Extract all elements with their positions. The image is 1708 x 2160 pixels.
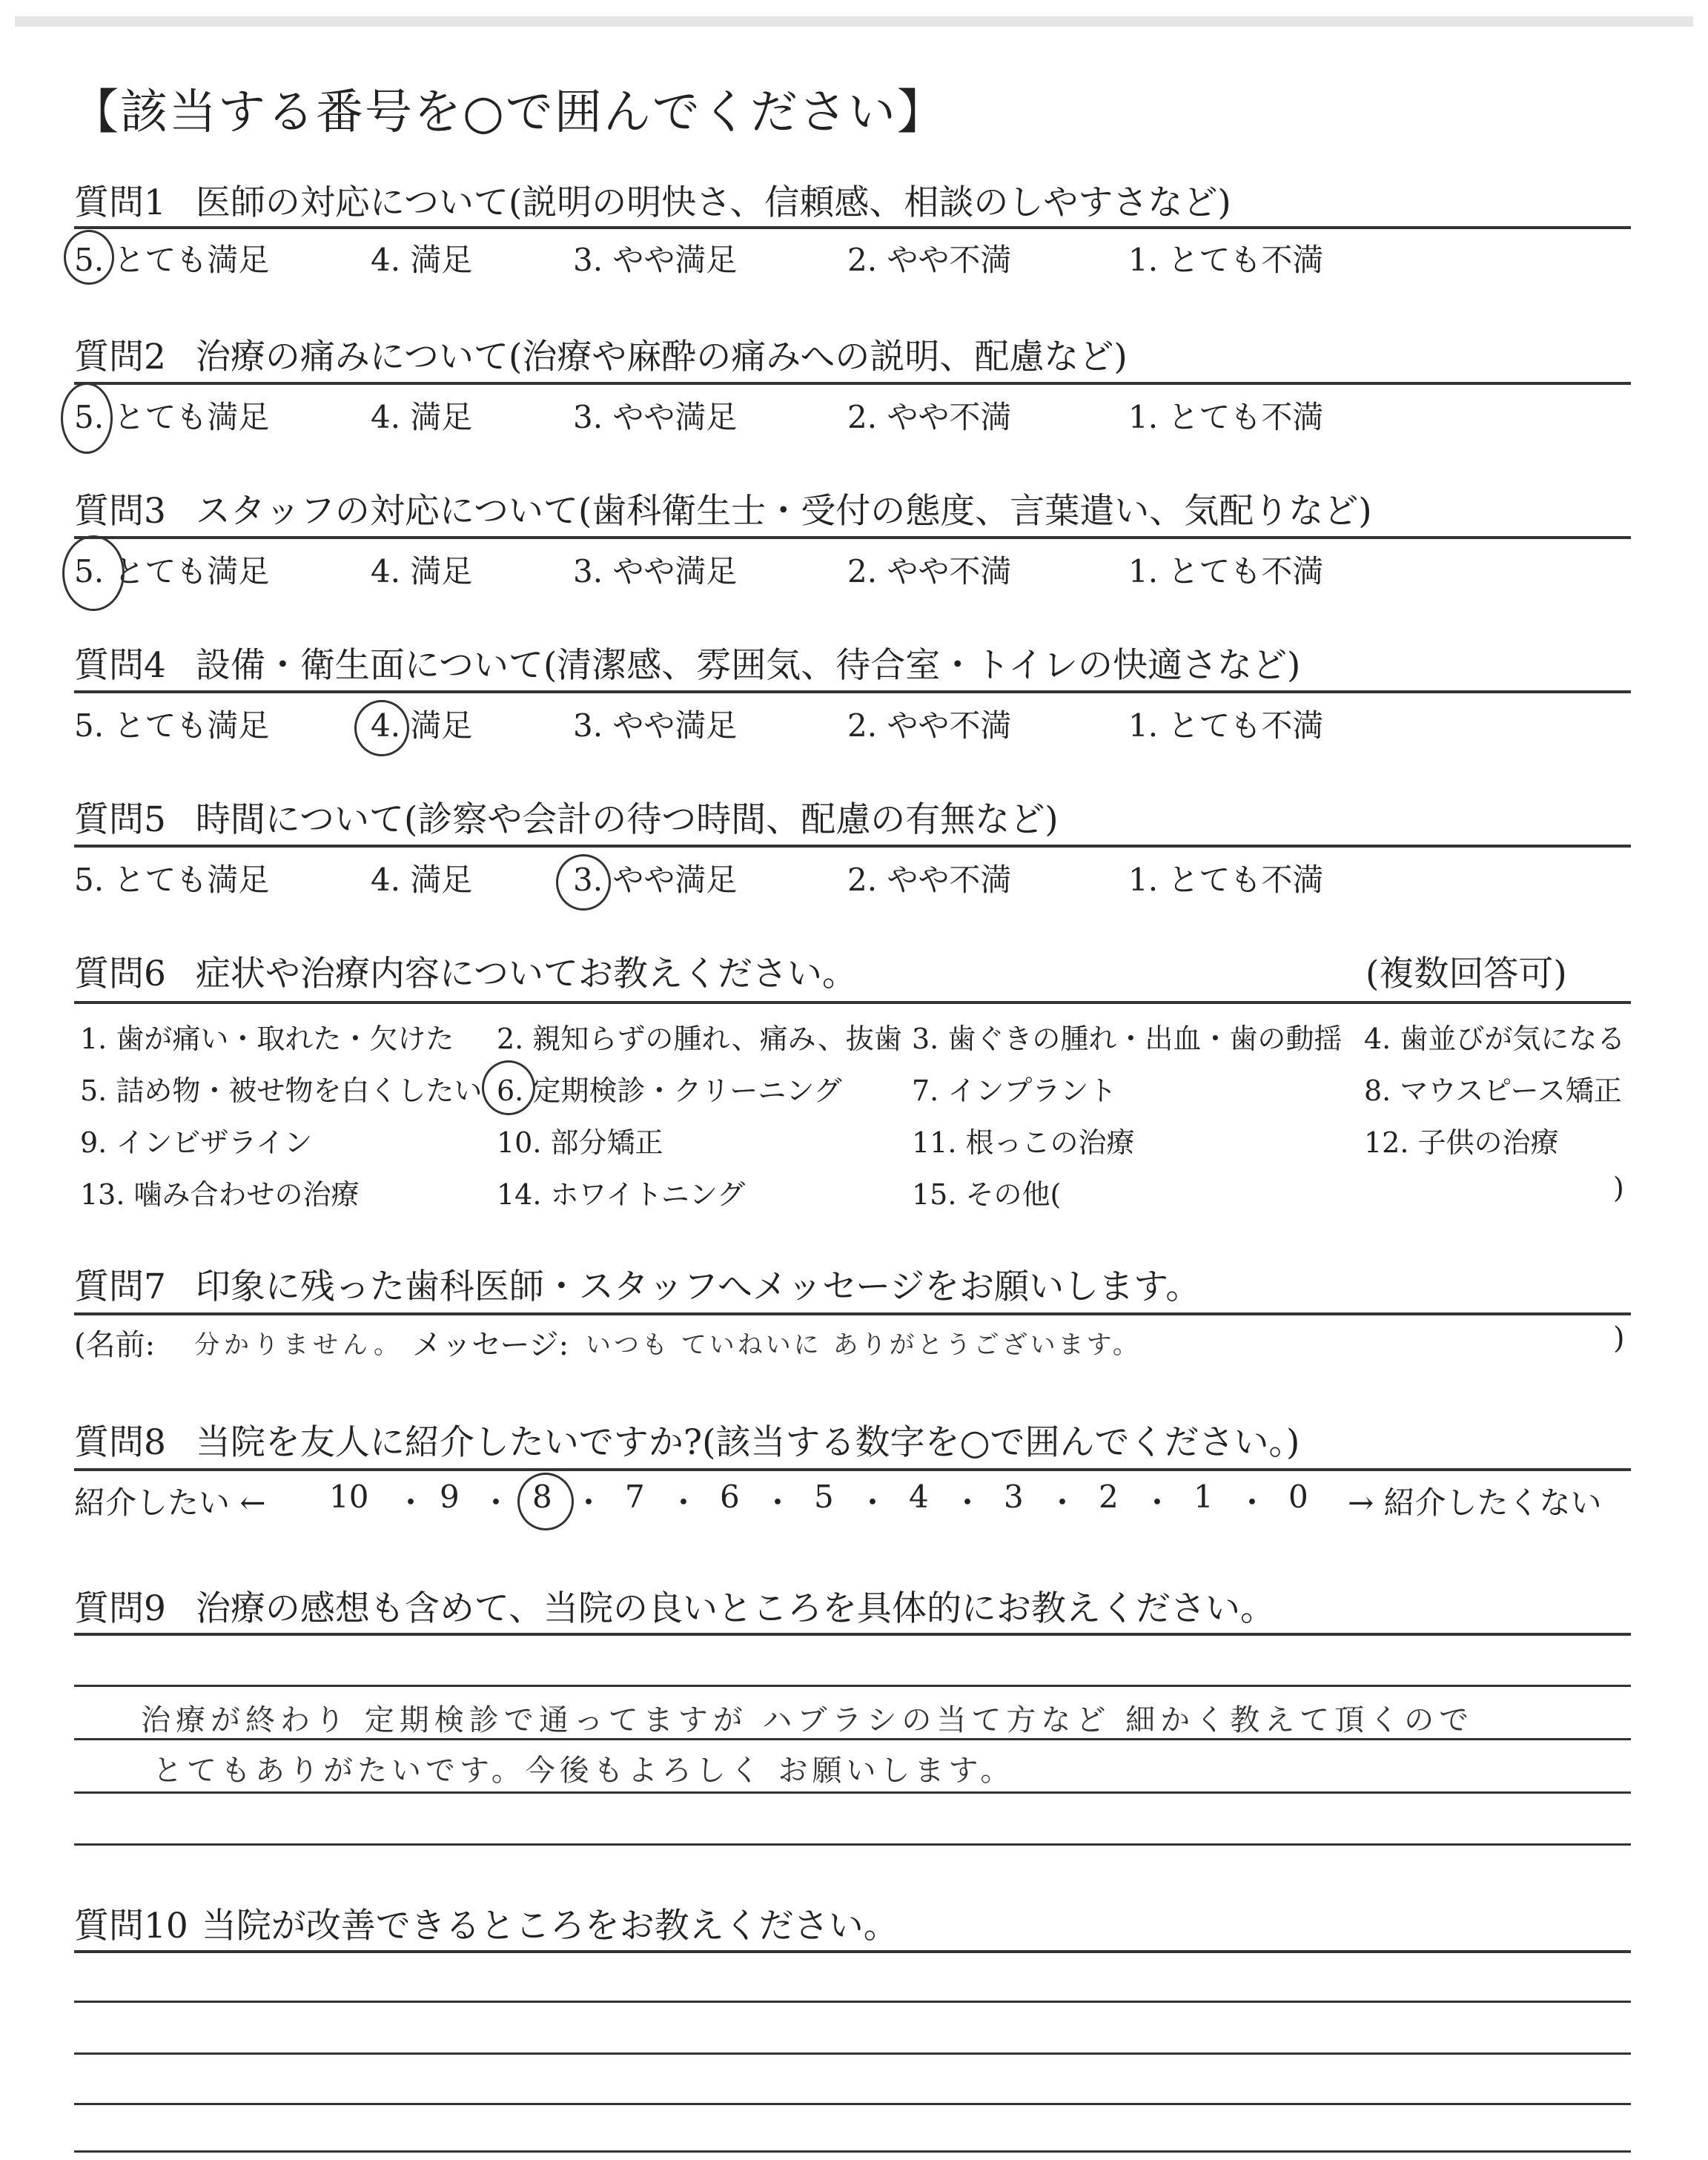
answer-line: [74, 1843, 1631, 1846]
question-8-rule: [74, 1468, 1631, 1471]
scale-5[interactable]: 5: [814, 1479, 834, 1515]
answer-line: [74, 1791, 1631, 1794]
scale-7[interactable]: 7: [625, 1479, 645, 1515]
message-close: ): [1613, 1321, 1625, 1355]
q6-option-11[interactable]: 11. 根っこの治療: [912, 1126, 1135, 1159]
question-number: 質問1: [74, 182, 166, 223]
q6-option-2[interactable]: 2. 親知らずの腫れ、痛み、抜歯: [497, 1023, 902, 1055]
scale-8[interactable]: 8: [532, 1479, 552, 1515]
question-1: [74, 175, 1231, 227]
scale-4[interactable]: 4: [909, 1479, 929, 1515]
selection-circle: [64, 230, 114, 285]
selection-circle: [517, 1473, 574, 1530]
question-6: [74, 946, 857, 998]
question-5: [74, 792, 1059, 844]
question-6-rule: [74, 1001, 1631, 1004]
question-text: スタッフの対応について(歯科衛生士・受付の態度、言葉遣い、気配りなど): [195, 491, 1372, 532]
q6-other-close: ): [1613, 1172, 1624, 1204]
question-text: 症状や治療内容についてお教えください。: [195, 954, 857, 994]
question-number: 質問2: [74, 337, 166, 377]
multiple-answer-note: (複数回答可): [1366, 954, 1567, 994]
selection-circle: [482, 1060, 535, 1115]
selection-circle: [556, 854, 611, 911]
scale-dot: ・: [762, 1484, 794, 1521]
q4-option-4[interactable]: 4. 満足: [371, 707, 473, 744]
question-number: 質問7: [74, 1266, 166, 1307]
q6-option-4[interactable]: 4. 歯並びが気になる: [1364, 1023, 1626, 1055]
scan-top-edge: [15, 16, 1693, 27]
scale-dot: ・: [952, 1484, 984, 1521]
q2-option-2[interactable]: 2. やや不満: [847, 399, 1012, 435]
answer-line-1[interactable]: 治療が終わり 定期検診で通ってますが ハブラシの当て方など 細かく教えて頂くので: [141, 1703, 1474, 1737]
question-text: 治療の痛みについて(治療や麻酔の痛みへの説明、配慮など): [195, 337, 1128, 377]
q6-option-3[interactable]: 3. 歯ぐきの腫れ・出血・歯の動揺: [912, 1023, 1343, 1055]
recommend-left-label: 紹介したい ←: [74, 1484, 266, 1521]
question-3: [74, 483, 1372, 535]
q6-option-1[interactable]: 1. 歯が痛い・取れた・欠けた: [80, 1023, 454, 1055]
scale-9[interactable]: 9: [440, 1479, 460, 1515]
question-number: 質問5: [74, 799, 166, 840]
question-4: [74, 638, 1300, 690]
question-2-rule: [74, 382, 1631, 385]
question-9: [74, 1581, 1275, 1633]
q1-option-1[interactable]: 1. とても不満: [1128, 242, 1324, 278]
q3-option-3[interactable]: 3. やや満足: [573, 553, 738, 589]
q5-option-3[interactable]: 3. やや満足: [573, 862, 738, 898]
question-8: [74, 1415, 1300, 1467]
message-label: メッセージ:: [412, 1328, 569, 1362]
question-number: 質問6: [74, 954, 166, 994]
scale-dot: ・: [857, 1484, 889, 1521]
q1-option-5[interactable]: 5. とても満足: [74, 242, 270, 278]
question-text: 治療の感想も含めて、当院の良いところを具体的にお教えください。: [195, 1588, 1275, 1629]
q3-option-1[interactable]: 1. とても不満: [1128, 553, 1324, 589]
question-3-rule: [74, 536, 1631, 539]
question-text: 印象に残った歯科医師・スタッフへメッセージをお願いします。: [195, 1266, 1201, 1307]
q6-option-15[interactable]: 15. その他(: [912, 1178, 1062, 1211]
message-answer[interactable]: いつも ていねいに ありがとうございます。: [586, 1330, 1141, 1360]
question-number: 質問8: [74, 1422, 166, 1463]
q4-option-5[interactable]: 5. とても満足: [74, 707, 270, 744]
question-number: 質問9: [74, 1588, 166, 1629]
q6-option-7[interactable]: 7. インプラント: [912, 1074, 1117, 1107]
q3-option-4[interactable]: 4. 満足: [371, 553, 473, 589]
question-text: 設備・衛生面について(清潔感、雰囲気、待合室・トイレの快適さなど): [195, 645, 1301, 686]
scale-dot: ・: [1142, 1484, 1174, 1521]
q6-option-9[interactable]: 9. インビザライン: [80, 1126, 313, 1159]
q2-option-3[interactable]: 3. やや満足: [573, 399, 738, 435]
scale-3[interactable]: 3: [1004, 1479, 1024, 1515]
scale-dot: ・: [395, 1484, 427, 1521]
answer-line: [74, 1685, 1631, 1687]
q6-option-8[interactable]: 8. マウスピース矯正: [1364, 1074, 1622, 1107]
q6-option-6[interactable]: 6. 定期検診・クリーニング: [497, 1074, 842, 1107]
scale-1[interactable]: 1: [1194, 1479, 1214, 1515]
selection-circle: [62, 535, 125, 611]
scale-10[interactable]: 10: [329, 1479, 369, 1515]
scale-dot: ・: [573, 1484, 605, 1521]
question-number: 質問10: [74, 1906, 188, 1946]
q3-option-5[interactable]: 5. とても満足: [74, 553, 270, 589]
q5-option-2[interactable]: 2. やや不満: [847, 862, 1012, 898]
question-2: [74, 329, 1128, 381]
question-text: 当院を友人に紹介したいですか?(該当する数字を○で囲んでください。): [195, 1422, 1300, 1463]
q2-option-1[interactable]: 1. とても不満: [1128, 399, 1324, 435]
scale-dot: ・: [480, 1484, 512, 1521]
answer-line: [74, 2103, 1631, 2105]
q6-option-14[interactable]: 14. ホワイトニング: [497, 1178, 746, 1211]
q6-option-12[interactable]: 12. 子供の治療: [1364, 1126, 1559, 1159]
selection-circle: [354, 700, 409, 756]
selection-circle: [61, 383, 113, 454]
scale-dot: ・: [668, 1484, 700, 1521]
q1-option-3[interactable]: 3. やや満足: [573, 242, 738, 278]
scale-dot: ・: [1047, 1484, 1079, 1521]
answer-line: [74, 2052, 1631, 2055]
q6-option-10[interactable]: 10. 部分矯正: [497, 1126, 663, 1159]
answer-line: [74, 2001, 1631, 2003]
q4-option-2[interactable]: 2. やや不満: [847, 707, 1012, 744]
q2-option-4[interactable]: 4. 満足: [371, 399, 473, 435]
answer-line: [74, 2150, 1631, 2153]
q6-option-5[interactable]: 5. 詰め物・被せ物を白くしたい: [80, 1074, 483, 1107]
scale-0[interactable]: 0: [1288, 1479, 1308, 1515]
question-10-rule: [74, 1950, 1631, 1953]
question-number: 質問4: [74, 645, 166, 686]
scale-2[interactable]: 2: [1099, 1479, 1119, 1515]
q4-option-3[interactable]: 3. やや満足: [573, 707, 738, 744]
q5-option-1[interactable]: 1. とても不満: [1128, 862, 1324, 898]
question-5-rule: [74, 845, 1631, 848]
scale-dot: ・: [1237, 1484, 1268, 1521]
q5-option-4[interactable]: 4. 満足: [371, 862, 473, 898]
q6-option-13[interactable]: 13. 噛み合わせの治療: [80, 1178, 360, 1211]
question-7-rule: [74, 1312, 1631, 1315]
recommend-right-label: → 紹介したくない: [1348, 1484, 1602, 1521]
answer-line-2[interactable]: とてもありがたいです。今後もよろしく お願いします。: [153, 1754, 1015, 1788]
question-text: 当院が改善できるところをお教えください。: [201, 1906, 898, 1946]
question-4-rule: [74, 690, 1631, 693]
question-9-rule: [74, 1633, 1631, 1636]
question-text: 医師の対応について(説明の明快さ、信頼感、相談のしやすさなど): [195, 182, 1231, 223]
question-number: 質問3: [74, 491, 166, 532]
name-label: (名前:: [74, 1328, 156, 1362]
q1-option-2[interactable]: 2. やや不満: [847, 242, 1012, 278]
scale-6[interactable]: 6: [720, 1479, 740, 1515]
name-answer[interactable]: 分かりません。: [194, 1330, 404, 1360]
question-7: [74, 1259, 1200, 1311]
q4-option-1[interactable]: 1. とても不満: [1128, 707, 1324, 744]
q3-option-2[interactable]: 2. やや不満: [847, 553, 1012, 589]
question-1-rule: [74, 226, 1631, 229]
q2-option-5[interactable]: 5. とても満足: [74, 399, 270, 435]
form-heading: 【該当する番号を○で囲んでください】: [71, 85, 946, 140]
question-10: [74, 1898, 898, 1950]
q5-option-5[interactable]: 5. とても満足: [74, 862, 270, 898]
q1-option-4[interactable]: 4. 満足: [371, 242, 473, 278]
question-text: 時間について(診察や会計の待つ時間、配慮の有無など): [195, 799, 1059, 840]
